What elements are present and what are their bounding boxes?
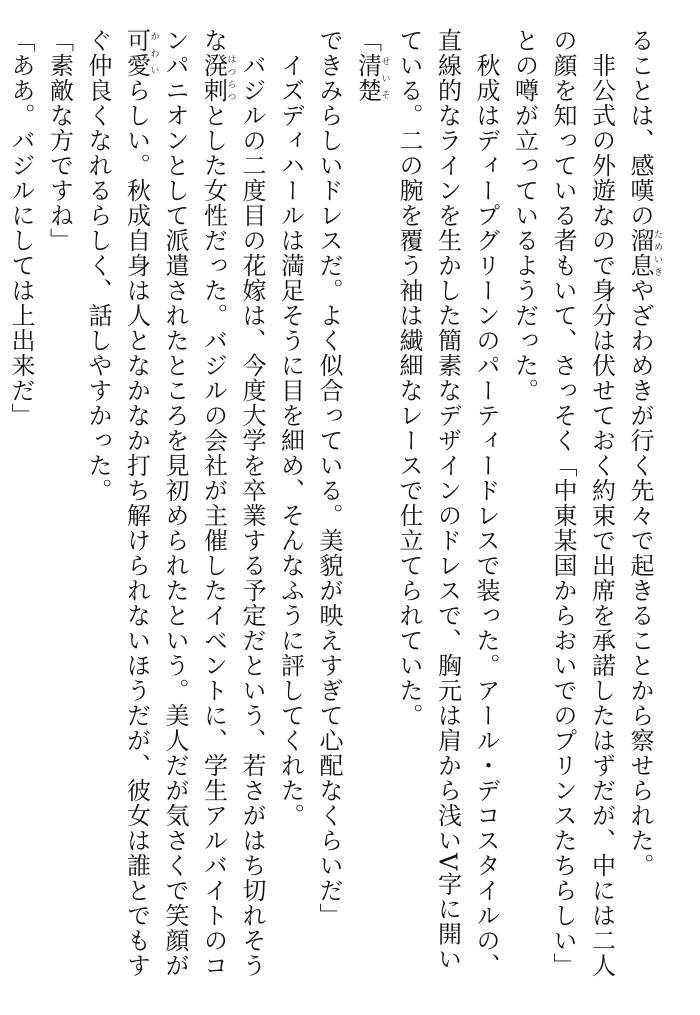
ruby-word [122,28,159,78]
text-run: イズディハールは満足そうに目を細め、そんなふうに評してくれた。 [276,28,305,828]
ruby-base: 溜息 [626,228,654,278]
paragraph [40,28,79,993]
text-run: とした女性だった。バジルの会社が主催したイベントに、学生アルバイトのコンパニオンとして派遣されたところを見初められたという。美人だが気さくで笑顔が [161,28,228,978]
vertical-text-body [2,28,663,993]
ruby-word [199,53,236,103]
text-run: できみらしいドレスだ。よく似合っている。美貌が映えすぎて心配なくらいだ」 [315,28,343,928]
paragraph [621,28,663,993]
ruby-reading: かわい [148,28,159,78]
paragraph [505,28,621,993]
text-run: やざわめきが行く先々で起きることから察せられた。 [626,278,654,878]
ruby-reading: ためいき [652,228,662,278]
ruby-base: 清楚 [353,53,382,103]
paragraph [310,28,390,993]
text-run: 「ああ。バジルにしては上出来だ」 [7,28,35,428]
text-run: 「 [353,28,382,53]
ruby-base: 溌剌 [199,53,228,103]
ruby-reading: はつらつ [225,53,236,103]
text-run: ることは、感嘆の [626,28,654,228]
paragraph [390,28,506,993]
text-run: 「素敵な方ですね」 [45,28,74,253]
text-run: らしい。秋成自身は人となかなか打ち解けられないほうだが、彼女は誰とでもすぐ仲良くなれるらしく、話しやすかった。 [84,28,151,978]
text-run: 秋成はディープグリーンのパーティードレスで装った。アール・デコスタイルの、直線的なラインを生かした簡素なデザインのドレスで、胸元は肩から浅いV字に開いている。二の腕を覆う袖は繊細なレースで仕立てられていた。 [395,28,500,978]
paragraph [271,28,310,993]
paragraph [2,28,41,993]
ruby-reading: せいそ [379,53,390,103]
ruby-base: 可愛 [122,28,151,78]
ruby-word [353,53,390,103]
text-run: バジルの二度目の花嫁は、今度大学を卒業する予定だという、若さがはち切れそうな [199,28,266,978]
paragraph [79,28,272,993]
text-run: 非公式の外遊なので身分は伏せておく約束で出席を承諾したはずだが、中には二人の顔を知っている者もいて、さっそく「中東某国からおいでのプリンスたちらしい」との噂が立っているようだった。 [510,28,616,978]
ruby-word [626,228,662,278]
